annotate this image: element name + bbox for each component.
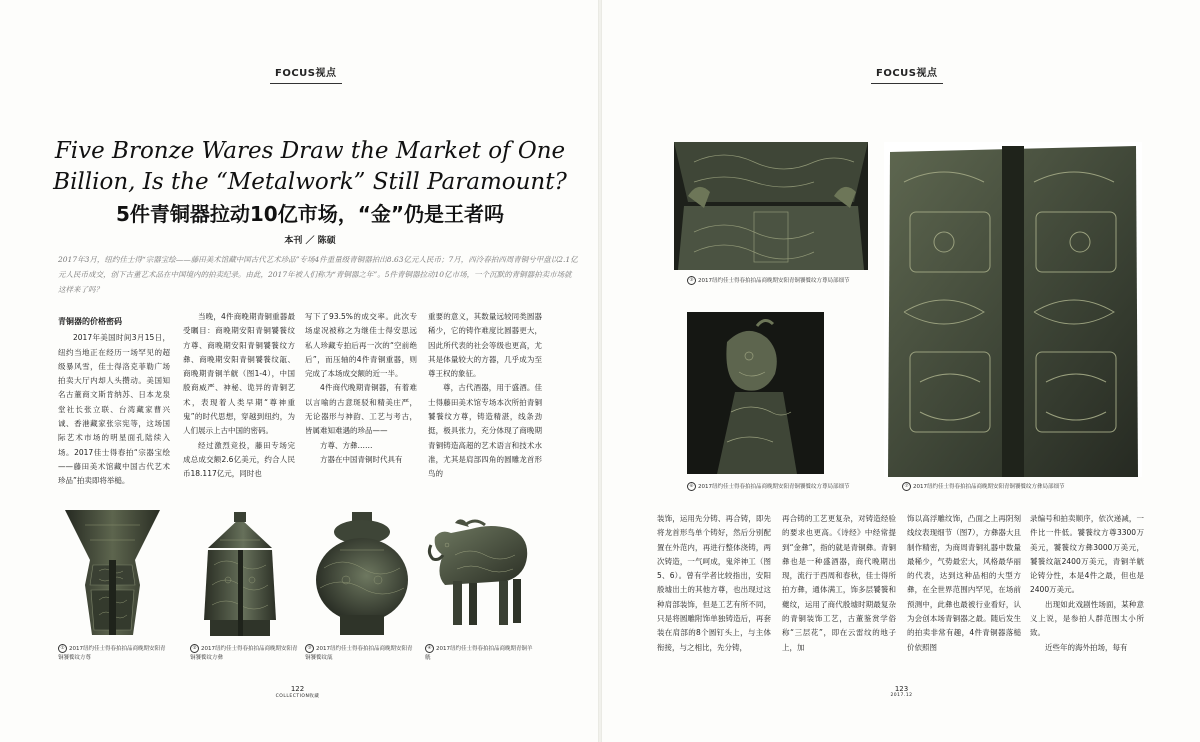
title-chinese: 5件青铜器拉动10亿市场，“金”仍是王者吗 [115, 202, 505, 226]
vessel-fangzun-photo [55, 505, 170, 640]
caption-text: 2017纽约佳士得春拍拍品商晚期青铜羊觥 [425, 646, 533, 661]
paragraph: 尊，古代酒器，用于盛酒。佳士得藤田美术馆专场本次所拍青铜饕餮纹方尊，铸造精湛，线条劲挺，极具张力，充分体现了商晚期青铜铸造高超的艺术语言和技术水准，尤其是肩部四角的圆雕龙首形鸟的 [428, 383, 542, 479]
lead-paragraph: 2017年3月，纽约佳士得“宗器宝绘——藤田美术馆藏中国古代艺术珍品”专场4件重量级青铜器拍出8.63亿元人民币；7月，西泠春拍西周青铜兮甲盘以2.1亿元人民币成交，创下古董艺术品在中国境内的拍卖纪录。由此，2017年被人们称为“青铜器之年”。5件青铜器拉动10亿市场，一个沉默的青铜器拍卖市场就这样来了吗？ [58, 255, 578, 294]
caption-text: 2017纽约佳士得春拍拍品商晚期安阳青铜饕餮纹方尊局部细节 [698, 484, 850, 490]
paragraph: 写下了93.5%的成交率。此次专场虚况被称之为继佳士得安思远私人珍藏专拍后再一次的“空前绝后”，而压轴的4件青铜重器，则完成了本场成交额的近一半。 [305, 312, 417, 379]
page-number [874, 685, 929, 698]
subhead: 青铜器的价格密码 [58, 317, 122, 326]
photo-caption [902, 482, 1112, 492]
folio-number: 122 [290, 685, 305, 693]
caption-text: 2017纽约佳士得春拍拍品商晚期安阳青铜饕餮纹方尊 [58, 646, 166, 661]
column-2 [183, 310, 295, 482]
vessel-pou-photo [310, 510, 415, 640]
section-tag: FOCUS视点 [876, 64, 938, 79]
caption-number: ⑤ [687, 276, 696, 285]
column-3 [907, 512, 1021, 655]
caption-text: 2017纽约佳士得春拍拍品商晚期安阳青铜饕餮纹瓿 [305, 646, 413, 661]
column-4 [1030, 512, 1144, 655]
paragraph: 当晚，4件商晚期青铜重器最受瞩目：商晚期安阳青铜饕餮纹方尊、商晚期安阳青铜饕餮纹方彝、商晚期安阳青铜饕餮纹瓿、商晚期青铜羊觥（图1-4），中国殷商威严、神秘、诡异的青铜艺术，表现着人类早期“尊神重鬼”的时代思想，穿越到纽约，为人们展示上古中国的密码。 [183, 312, 295, 436]
caption-number: ③ [305, 644, 314, 653]
caption-number: ① [58, 644, 67, 653]
column-2 [782, 512, 896, 655]
caption-number: ② [190, 644, 199, 653]
photo-caption [687, 482, 857, 492]
vessel-caption [425, 644, 537, 662]
right-page [602, 0, 1200, 742]
caption-text: 2017纽约佳士得春拍拍品商晚期安阳青铜饕餮纹方彝 [190, 646, 298, 661]
paragraph: 近些年的海外拍场，每有 [1045, 642, 1128, 652]
vessel-caption [58, 644, 170, 662]
title-english: Five Bronze Wares Draw the Market of One Billion, Is the “Metalwork” Still Paramount? [53, 138, 567, 195]
caption-text: 2017纽约佳士得春拍拍品商晚期安阳青铜饕餮纹方彝局部细节 [913, 484, 1065, 490]
folio-label: COLLECTION收藏 [275, 694, 320, 699]
paragraph: 饰以高浮雕纹饰，凸面之上再阴刻线纹表现细节（图7），方彝器大且制作精密，为商周青铜礼器中数量最稀少，气势最宏大，风格最华丽的代表，达到这种品相的大型方彝，在全世界范围内罕见，在场前预测中，此彝也最被行业看好，认为会创本场青铜器之最。随后发生的拍卖非常有趣，4件青铜器落槌价依照图 [907, 514, 1021, 652]
folio-label: 2017.12 [890, 693, 913, 698]
folio-number: 123 [894, 685, 909, 693]
paragraph: 装饰，运用先分铸、再合铸，即先将龙首形鸟单个铸好，然后分别配置在外范内，再进行整体浇铸，两次铸造，一气呵成，鬼斧神工（图5、6）。曾有学者比较指出，安阳殷墟出土的其他方尊，也出现过这种肩部装饰，但是工艺有所不同，只是将圆雕附饰单独铸造后，再套装在肩部的8个圆钉头上，与主体衔接，与之相比，先分铸， [657, 514, 771, 652]
photo-caption [687, 276, 857, 286]
detail-photo-shoulder [674, 142, 868, 270]
vessel-fangyi-photo [200, 510, 280, 640]
paragraph: 方器在中国青铜时代具有 [320, 454, 403, 464]
caption-number: ⑥ [687, 482, 696, 491]
caption-text: 2017纽约佳士得春拍拍品商晚期安阳青铜饕餮纹方尊局部细节 [698, 278, 850, 284]
paragraph: 出现如此戏剧性场面，某种意义上说，是参拍人群范围太小所致。 [1030, 599, 1144, 638]
left-page [0, 0, 598, 742]
section-tag: FOCUS视点 [275, 64, 337, 79]
vessel-caption [305, 644, 417, 662]
paragraph: 方尊、方彝…… [320, 440, 373, 450]
vessel-ram-guang-photo [425, 515, 540, 640]
detail-photo-dragon-bird [687, 312, 824, 474]
paragraph: 录编号和拍卖顺序，依次递减，一件比一件低。饕餮纹方尊3300万美元，饕餮纹方彝3000万美元，饕餮纹瓿2400万美元，青铜羊觥论铸分性，本是4件之最，但也是2400万美元。 [1030, 514, 1144, 595]
paragraph: 重要的意义，其数量远较同类圆器稀少，它的铸作难度比圆器更大，因此所代表的社会等级也更高，尤其是体量较大的方器，几乎成为至尊王权的象征。 [428, 312, 542, 379]
detail-photo-fangyi-panel [884, 142, 1142, 477]
paragraph: 再合铸的工艺更复杂，对铸造经验的要求也更高。《诗经》中经常提到“金彝”，指的就是青铜彝。青铜彝也是一种盛酒器，商代晚期出现，流行于西周和春秋，佳士得所拍方彝，通体满工，饰多层饕餮和夔纹，运用了商代殷墟时期最复杂的青铜装饰工艺，古董鉴赏学俗称“三层花”，即在云雷纹的地子上，加 [782, 514, 896, 652]
paragraph: 2017年美国时间3月15日，纽约当地正在经历一场罕见的超级暴风雪，佳士得洛克菲勒广场拍卖大厅内却人头攒动。美国知名古董商文斯肯纳苏、日本龙泉堂社长张立联、台湾藏家曹兴诚、香港藏家张宗宪等，这场国际艺术市场的明星面孔陆续入场。2017佳士得春拍“宗器宝绘——藤田美术馆藏中国古代艺术珍品”拍卖即将举槌。 [58, 333, 170, 486]
caption-number: ④ [425, 644, 434, 653]
caption-number: ⑦ [902, 482, 911, 491]
paragraph: 4件商代晚期青铜器，有着难以言喻的古意斑驳和精美庄严，无论器形与神韵、工艺与考古，皆属难知难遇的珍品—— [305, 383, 417, 436]
byline: 本刊 ／ 陈硕 [284, 236, 336, 246]
column-4 [428, 310, 542, 482]
vessel-caption [190, 644, 302, 662]
page-number [270, 685, 325, 699]
column-3 [305, 310, 417, 467]
column-1 [657, 512, 771, 655]
paragraph: 经过激烈竞投，藤田专场完成总成交额2.6亿美元，约合人民币18.117亿元，同时也 [183, 440, 295, 479]
column-1 [58, 315, 170, 489]
